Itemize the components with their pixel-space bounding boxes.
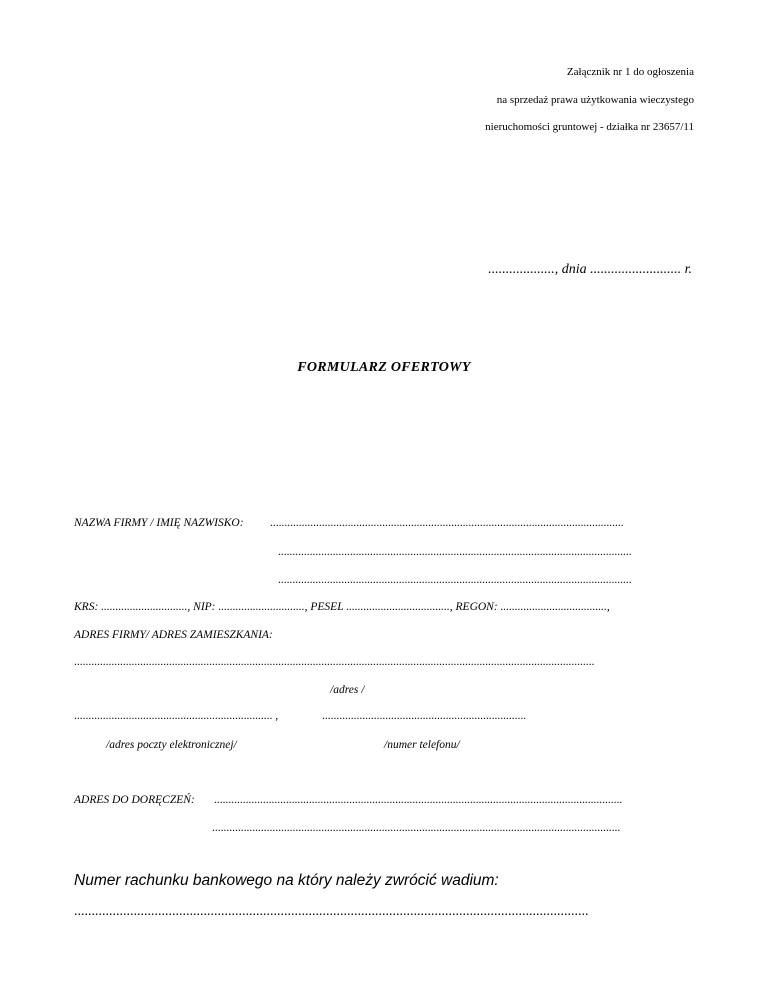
- company-name-field-2[interactable]: ...........................................................................................................................: [278, 546, 632, 558]
- header-line-1: Załącznik nr 1 do ogłoszenia: [566, 66, 694, 78]
- company-name-label: NAZWA FIRMY / IMIĘ NAZWISKO:: [74, 517, 244, 529]
- email-field[interactable]: ..................................................................... ,: [74, 710, 279, 722]
- address-field[interactable]: .....................................................................................................................................................................................: [74, 656, 595, 668]
- header-line-3: nieruchomości gruntowej - działka nr 23657/11: [485, 121, 694, 133]
- header-line-2: na sprzedaż prawa użytkowania wieczystego: [496, 94, 694, 106]
- bank-account-label: Numer rachunku bankowego na który należy zwrócić wadium:: [74, 872, 499, 889]
- delivery-address-field[interactable]: ..............................................................................................................................................: [214, 794, 623, 806]
- page-title: FORMULARZ OFERTOWY: [297, 360, 471, 375]
- bank-account-field[interactable]: ...................................................................................................................................................: [74, 904, 589, 919]
- address-caption: /adres /: [330, 684, 365, 696]
- phone-caption: /numer telefonu/: [384, 739, 460, 751]
- delivery-address-field-2[interactable]: ..............................................................................................................................................: [212, 822, 621, 834]
- address-label: ADRES FIRMY/ ADRES ZAMIESZKANIA:: [74, 629, 273, 641]
- delivery-address-label: ADRES DO DORĘCZEŃ:: [74, 794, 195, 806]
- company-name-field-3[interactable]: ...........................................................................................................................: [278, 574, 632, 586]
- date-line: ..................., dnia .......................... r.: [488, 262, 692, 277]
- email-caption: /adres poczty elektronicznej/: [106, 739, 237, 751]
- phone-field[interactable]: .......................................................................: [322, 710, 527, 722]
- registration-ids-line[interactable]: KRS: .............................., NIP: .............................., PESEL ...................................., REGON: .....................................,: [74, 601, 610, 613]
- company-name-field[interactable]: ...........................................................................................................................: [270, 517, 624, 529]
